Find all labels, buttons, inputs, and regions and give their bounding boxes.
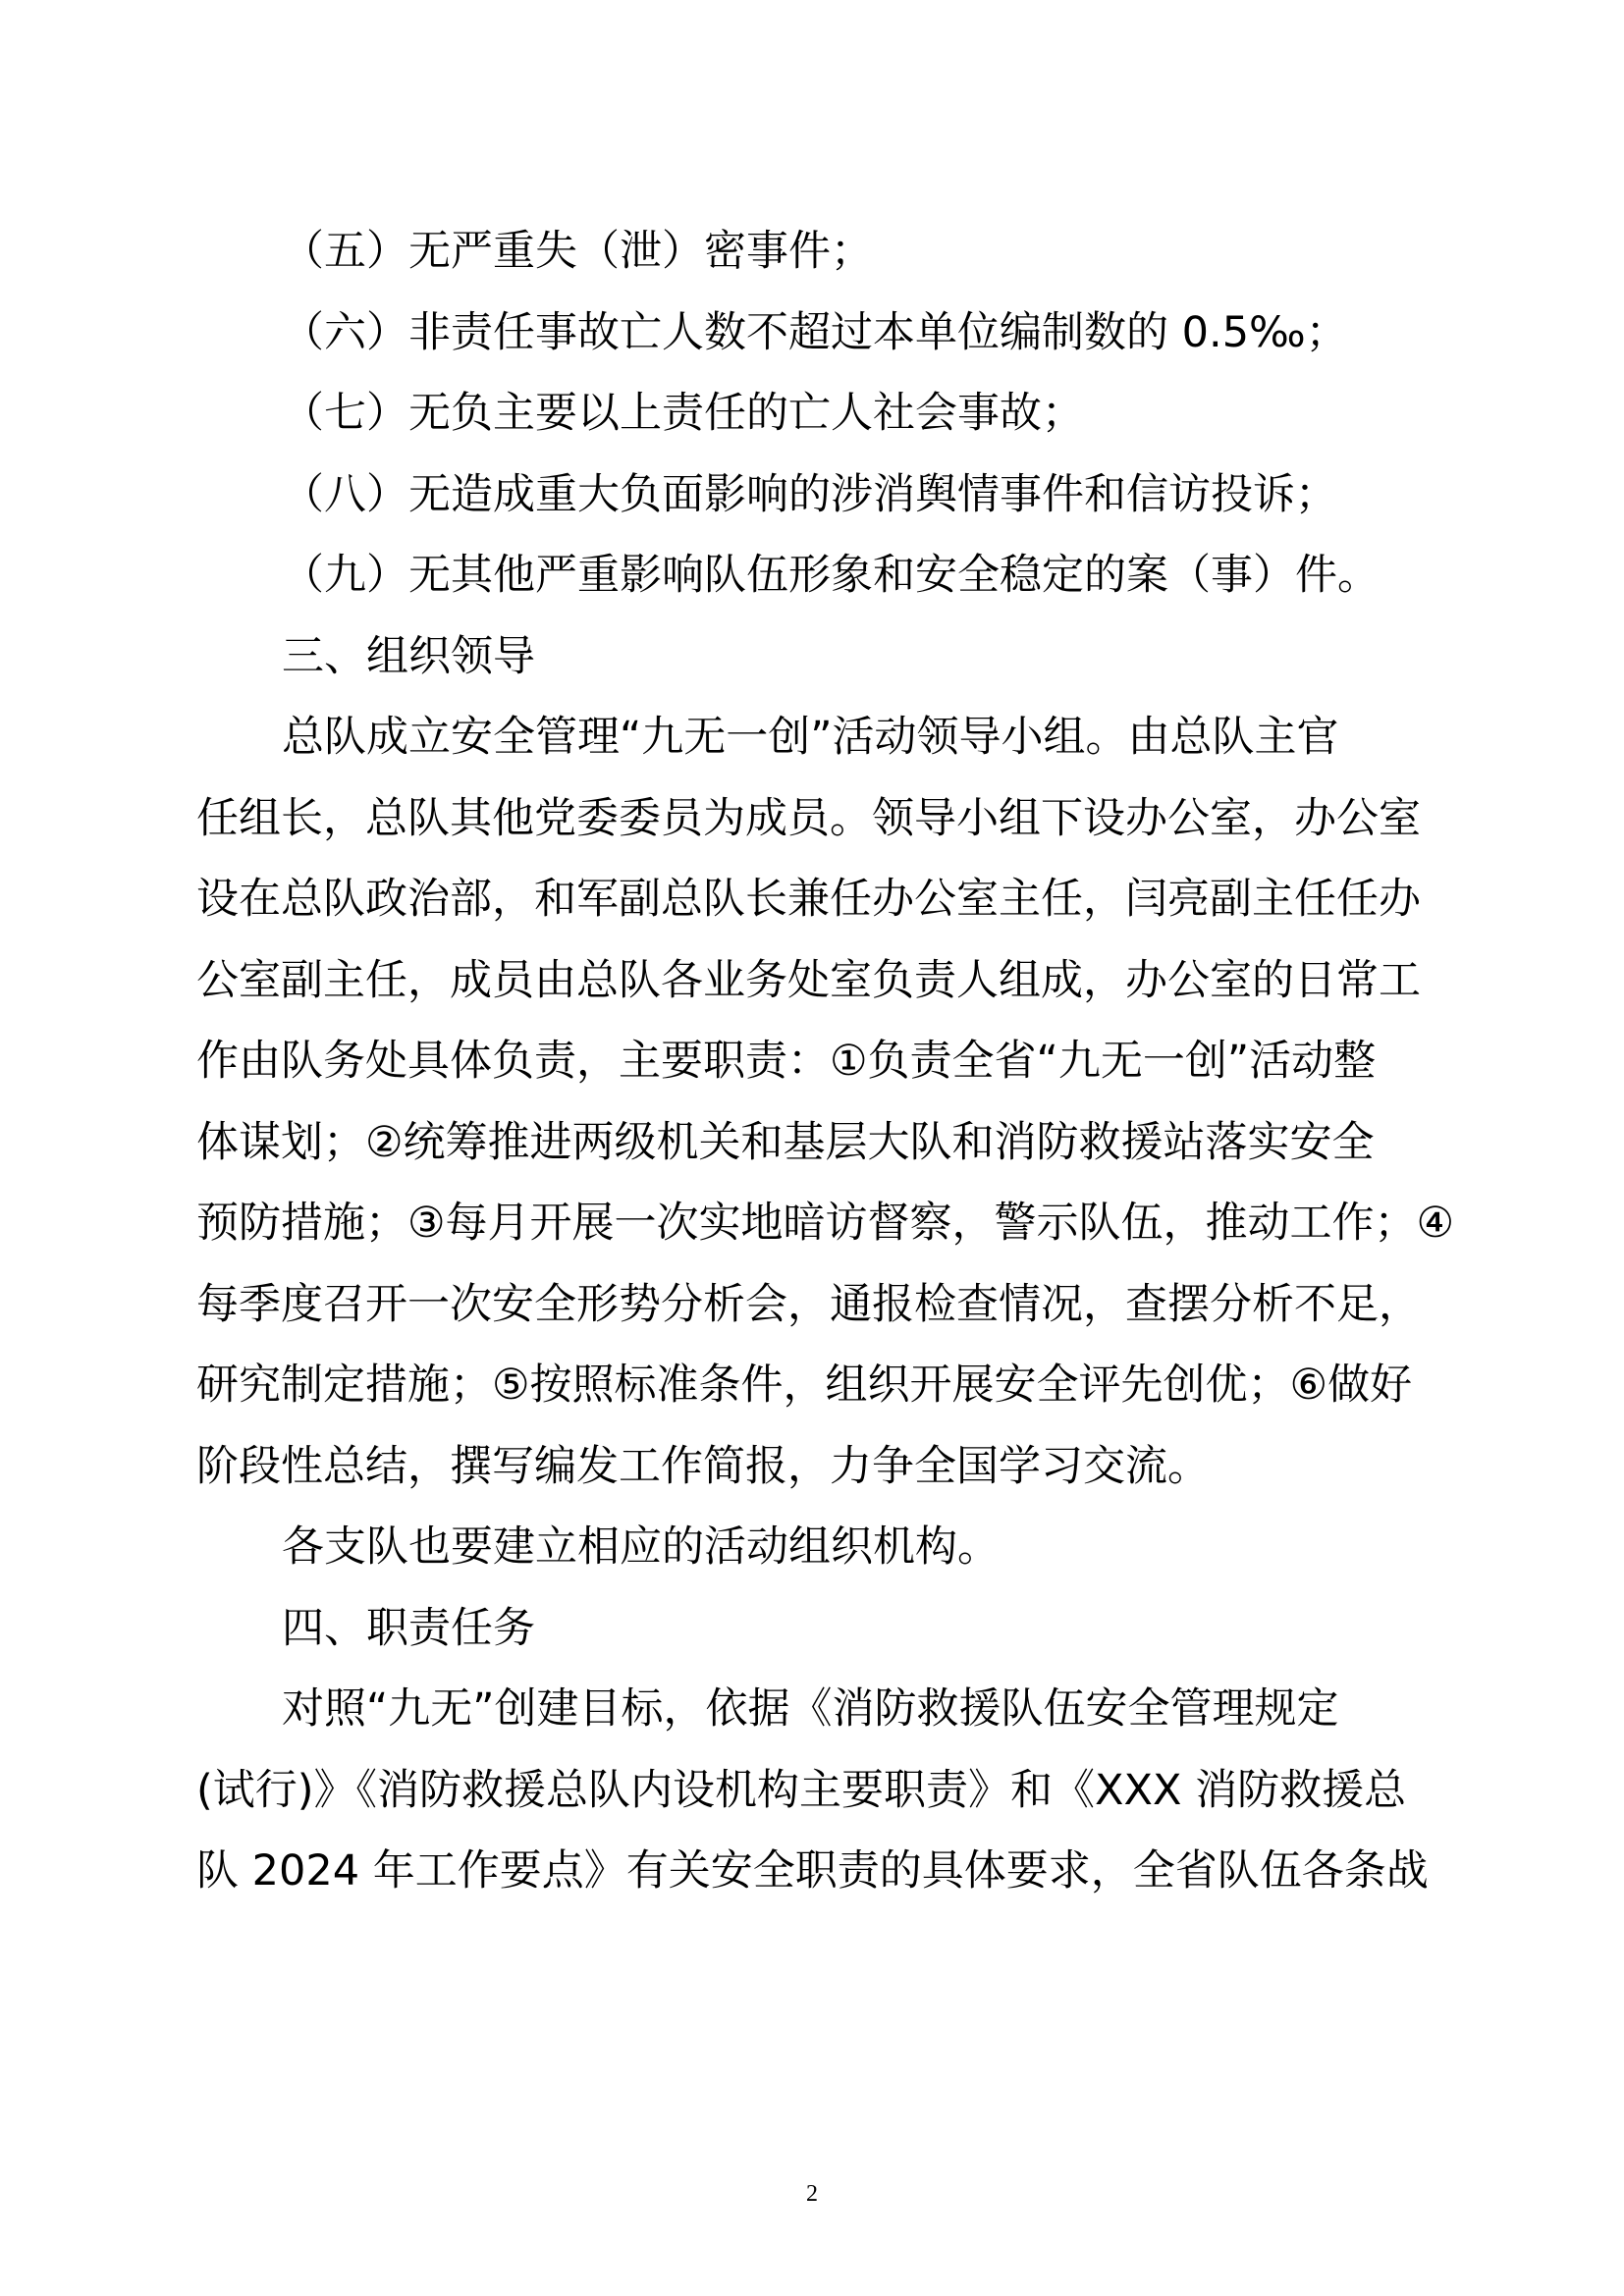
paragraph-line: 设在总队政治部，和军副总队长兼任办公室主任，闫亮副主任任办 bbox=[196, 875, 1421, 924]
list-item-8: （八）无造成重大负面影响的涉消舆情事件和信访投诉； bbox=[282, 469, 1337, 519]
paragraph-line: 体谋划；②统筹推进两级机关和基层大队和消防救援站落实安全 bbox=[196, 1117, 1375, 1167]
list-item-7: （七）无负主要以上责任的亡人社会事故； bbox=[282, 389, 1084, 438]
paragraph-line: 作由队务处具体负责，主要职责：①负责全省“九无一创”活动整 bbox=[196, 1037, 1377, 1086]
list-item-5: （五）无严重失（泄）密事件； bbox=[282, 227, 873, 276]
paragraph-line: 队 2024 年工作要点》有关安全职责的具体要求，全省队伍各条战 bbox=[196, 1846, 1429, 1896]
page-number: 2 bbox=[806, 2181, 818, 2207]
section-heading-responsibilities: 四、职责任务 bbox=[282, 1603, 535, 1653]
paragraph-line: 公室副主任，成员由总队各业务处室负责人组成，办公室的日常工 bbox=[196, 955, 1421, 1005]
paragraph-line: (试行)》《消防救援总队内设机构主要职责》和《XXX 消防救援总 bbox=[196, 1765, 1407, 1815]
paragraph-line: 任组长，总队其他党委委员为成员。领导小组下设办公室，办公室 bbox=[196, 793, 1421, 843]
list-item-6: （六）非责任事故亡人数不超过本单位编制数的 0.5‰； bbox=[282, 307, 1348, 357]
paragraph-line: 对照“九无”创建目标，依据《消防救援队伍安全管理规定 bbox=[282, 1684, 1339, 1734]
paragraph-line: 各支队也要建立相应的活动组织机构。 bbox=[282, 1522, 1000, 1572]
paragraph-line: 研究制定措施；⑤按照标准条件，组织开展安全评先创优；⑥做好 bbox=[196, 1361, 1413, 1410]
list-item-9: （九）无其他严重影响队伍形象和安全稳定的案（事）件。 bbox=[282, 551, 1380, 600]
paragraph-line: 预防措施；③每月开展一次实地暗访督察，警示队伍，推动工作；④ bbox=[196, 1199, 1455, 1248]
document-body bbox=[196, 211, 1455, 1912]
section-heading-organization: 三、组织领导 bbox=[282, 631, 535, 681]
paragraph-line: 总队成立安全管理“九无一创”活动领导小组。由总队主官 bbox=[282, 713, 1339, 762]
paragraph-line: 每季度召开一次安全形势分析会，通报检查情况，查摆分析不足， bbox=[196, 1279, 1421, 1329]
paragraph-line: 阶段性总结，撰写编发工作简报，力争全国学习交流。 bbox=[196, 1441, 1210, 1491]
